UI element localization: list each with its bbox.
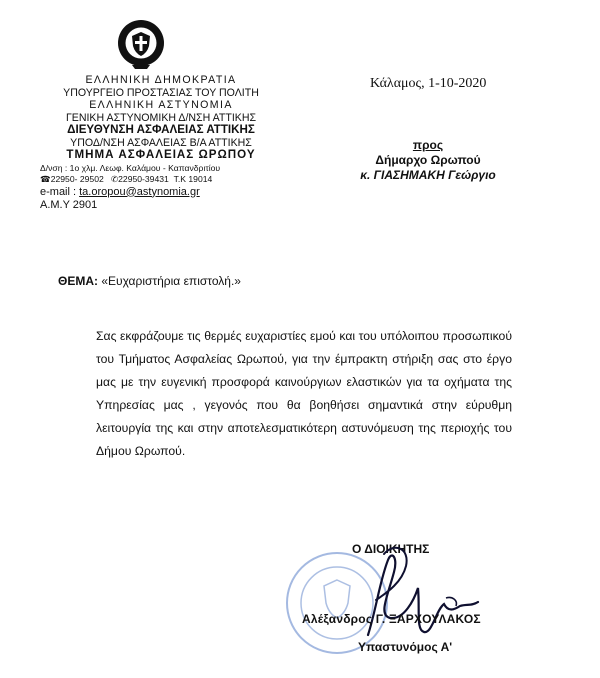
body-paragraph: Σας εκφράζουμε τις θερμές ευχαριστίες εμού και του υπόλοιπου προσωπικού του Τμήματος Ασφαλείας Ωρωπού, για την έμπρακτη στήριξη σας στο έργο μας με την ευγενική προσφορά καινούργιων ελαστικών για τα οχήματα της Υπηρεσίας μας , γεγονός που θα βοηθήσει σημαντικά στην εύρυθμη λειτουργία της και στην αποτελεσματικότερη αστυνόμευση της περιοχής του Δήμου Ωρωπού. xyxy=(96,329,512,458)
signatory-name: Αλέξανδρος Γ. ΞΑΡΧΟΥΛΑΚΟΣ xyxy=(302,612,481,626)
recipient-name: κ. ΓΙΑΣΗΜΑΚΗ Γεώργιο xyxy=(360,168,496,182)
subject-label: ΘΕΜΑ: xyxy=(58,274,98,288)
commander-title: Ο ΔΙΟΙΚΗΤΗΣ xyxy=(352,542,430,556)
letterhead xyxy=(36,74,286,212)
header-general-directorate: ΓΕΝΙΚΗ ΑΣΤΥΝΟΜΙΚΗ Δ/ΝΣΗ ΑΤΤΙΚΗΣ xyxy=(65,111,257,124)
header-police: ΕΛΛΗΝΙΚΗ ΑΣΤΥΝΟΜΙΑ xyxy=(89,99,233,111)
fax-icon: ✆ xyxy=(110,173,119,184)
phone-icon: ☎ xyxy=(40,173,51,184)
fax-number: 22950-39431 xyxy=(118,173,169,184)
subject-text: «Ευχαριστήρια επιστολή.» xyxy=(98,274,241,288)
header-ministry: ΥΠΟΥΡΓΕΙΟ ΠΡΟΣΤΑΣΙΑΣ ΤΟΥ ΠΟΛΙΤΗ xyxy=(63,86,259,99)
header-department: ΤΜΗΜΑ ΑΣΦΑΛΕΙΑΣ ΩΡΩΠΟΥ xyxy=(66,148,256,161)
subject-line xyxy=(58,274,241,288)
phone-number: 22950- 29502 xyxy=(50,173,104,184)
header-address: Δ/νση : 1ο χλμ. Λεωφ. Καλάμου - Καπανδριτίου xyxy=(40,162,221,173)
recipient-title: Δήμαρχο Ωρωπού xyxy=(375,153,481,167)
letter-date: Κάλαμος, 1-10-2020 xyxy=(370,76,487,91)
email-label: e-mail : xyxy=(40,185,80,198)
header-phones xyxy=(36,174,286,185)
signature-icon xyxy=(328,540,498,650)
header-amy: Α.Μ.Υ 2901 xyxy=(40,198,98,211)
police-emblem-icon xyxy=(116,18,166,70)
signatory-rank: Υπαστυνόμος Α' xyxy=(358,640,453,654)
header-subdirectorate: ΥΠΟΔ/ΝΣΗ ΑΣΦΑΛΕΙΑΣ Β/Α ΑΤΤΙΚΗΣ xyxy=(70,136,252,149)
recipient-to: προς xyxy=(412,138,444,152)
header-security-directorate: ΔΙΕΥΘΥΝΣΗ ΑΣΦΑΛΕΙΑΣ ΑΤΤΙΚΗΣ xyxy=(67,123,255,136)
header-republic: ΕΛΛΗΝΙΚΗ ΔΗΜΟΚΡΑΤΙΑ xyxy=(85,74,237,86)
recipient-block xyxy=(328,138,528,183)
postal-code: Τ.Κ 19014 xyxy=(173,173,213,184)
letter-body xyxy=(96,325,512,463)
email-link[interactable]: ta.oropou@astynomia.gr xyxy=(79,185,200,198)
header-email xyxy=(36,185,286,199)
